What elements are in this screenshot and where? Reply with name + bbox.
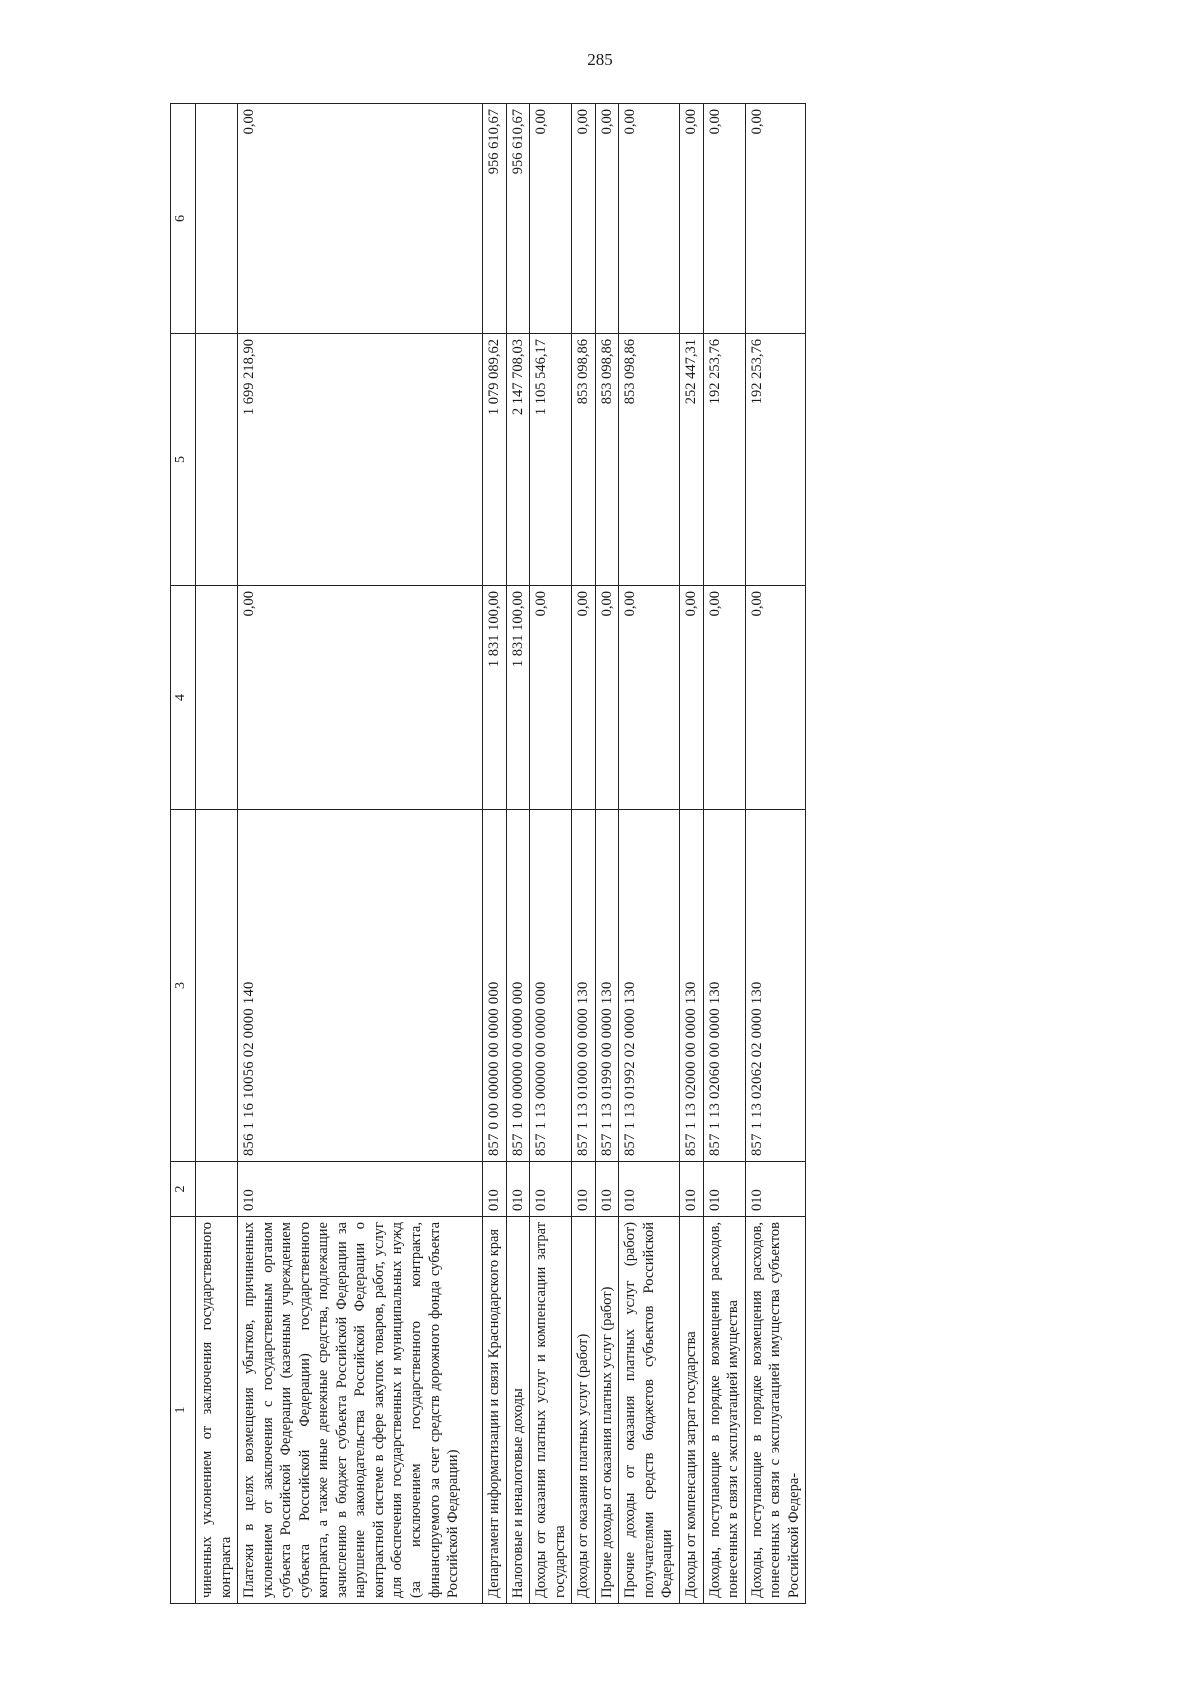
- row-name: Прочие доходы от оказания платных услуг (работ): [595, 1217, 619, 1604]
- row-value-6: 0,00: [572, 104, 596, 334]
- row-kbk: 857 1 13 02062 02 0000 130: [745, 810, 806, 1162]
- table-row: [745, 104, 806, 1604]
- column-header: 5: [171, 334, 196, 586]
- row-value-6: 0,00: [595, 104, 619, 334]
- row-kbk: 857 0 00 00000 00 0000 000: [483, 810, 507, 1162]
- row-value-5: 192 253,76: [703, 334, 745, 586]
- row-code: 010: [483, 1162, 507, 1217]
- row-value-6: 0,00: [238, 104, 483, 334]
- page-number: 285: [587, 50, 613, 69]
- column-header: 4: [171, 586, 196, 810]
- table-row: [506, 104, 530, 1604]
- column-header: 1: [171, 1217, 196, 1604]
- table-row: [530, 104, 572, 1604]
- table-row: [238, 104, 483, 1604]
- row-name: чиненных уклонением от заключения государственного контракта: [196, 1217, 238, 1604]
- row-value-4: 0,00: [619, 586, 680, 810]
- row-value-6: [196, 104, 238, 334]
- row-value-5: [196, 334, 238, 586]
- row-code: 010: [530, 1162, 572, 1217]
- row-value-6: 0,00: [680, 104, 704, 334]
- column-header: 6: [171, 104, 196, 334]
- table-row: [703, 104, 745, 1604]
- row-name: Прочие доходы от оказания платных услуг (работ) получателями средств бюджетов субъектов Российской Федерации: [619, 1217, 680, 1604]
- row-code: 010: [572, 1162, 596, 1217]
- row-kbk: 856 1 16 10056 02 0000 140: [238, 810, 483, 1162]
- row-value-4: 0,00: [680, 586, 704, 810]
- row-value-6: 956 610,67: [483, 104, 507, 334]
- row-name: Доходы от компенсации затрат государства: [680, 1217, 704, 1604]
- row-code: 010: [595, 1162, 619, 1217]
- row-kbk: 857 1 13 01992 02 0000 130: [619, 810, 680, 1162]
- row-kbk: 857 1 13 01000 00 0000 130: [572, 810, 596, 1162]
- row-name: Налоговые и неналоговые доходы: [506, 1217, 530, 1604]
- row-value-4: 0,00: [745, 586, 806, 810]
- revenue-table: [170, 103, 806, 1604]
- row-kbk: 857 1 13 00000 00 0000 000: [530, 810, 572, 1162]
- row-value-5: 853 098,86: [619, 334, 680, 586]
- row-value-6: 0,00: [745, 104, 806, 334]
- row-name: Платежи в целях возмещения убытков, причиненных уклонением от заключения с государственным органом субъекта Российской Федерации (казенным учреждением субъекта Российской Федерации) государственного контракта, а также иные денежные средства, подлежащие зачислению в бюджет субъекта Российской Федерации за нарушение законодательства Российской Федерации о контрактной системе в сфере закупок товаров, работ, услуг для обеспечения государственных и муниципальных нужд (за исключением государственного контракта, финансируемого за счет средств дорожного фонда субъекта Российской Федерации): [238, 1217, 483, 1604]
- row-value-4: [196, 586, 238, 810]
- row-code: 010: [506, 1162, 530, 1217]
- row-kbk: 857 1 13 02060 00 0000 130: [703, 810, 745, 1162]
- row-value-5: 853 098,86: [595, 334, 619, 586]
- row-name: Доходы, поступающие в порядке возмещения расходов, понесенных в связи с эксплуатацией имущества: [703, 1217, 745, 1604]
- row-value-6: 0,00: [703, 104, 745, 334]
- row-value-5: 2 147 708,03: [506, 334, 530, 586]
- row-value-4: 0,00: [595, 586, 619, 810]
- row-code: 010: [619, 1162, 680, 1217]
- table-row: [595, 104, 619, 1604]
- table-row: [196, 104, 238, 1604]
- row-value-4: 1 831 100,00: [483, 586, 507, 810]
- rotated-table-frame: [170, 104, 1047, 1604]
- row-value-6: 0,00: [619, 104, 680, 334]
- row-code: 010: [238, 1162, 483, 1217]
- row-kbk: 857 1 00 00000 00 0000 000: [506, 810, 530, 1162]
- row-value-5: 192 253,76: [745, 334, 806, 586]
- column-header: 3: [171, 810, 196, 1162]
- row-value-5: 1 079 089,62: [483, 334, 507, 586]
- row-value-4: 0,00: [703, 586, 745, 810]
- row-value-4: 0,00: [572, 586, 596, 810]
- row-value-6: 0,00: [530, 104, 572, 334]
- row-value-4: 0,00: [238, 586, 483, 810]
- row-name: Доходы от оказания платных услуг (работ): [572, 1217, 596, 1604]
- row-name: Доходы, поступающие в порядке возмещения расходов, понесенных в связи с эксплуатацией имущества субъектов Российской Федера-: [745, 1217, 806, 1604]
- table-row: [572, 104, 596, 1604]
- row-code: 010: [703, 1162, 745, 1217]
- row-value-4: 0,00: [530, 586, 572, 810]
- row-code: 010: [680, 1162, 704, 1217]
- row-value-5: 252 447,31: [680, 334, 704, 586]
- row-kbk: 857 1 13 01990 00 0000 130: [595, 810, 619, 1162]
- row-kbk: [196, 810, 238, 1162]
- row-value-6: 956 610,67: [506, 104, 530, 334]
- row-value-5: 853 098,86: [572, 334, 596, 586]
- table-row: [680, 104, 704, 1604]
- table-row: [483, 104, 507, 1604]
- row-value-5: 1 699 218,90: [238, 334, 483, 586]
- row-value-4: 1 831 100,00: [506, 586, 530, 810]
- row-code: [196, 1162, 238, 1217]
- row-kbk: 857 1 13 02000 00 0000 130: [680, 810, 704, 1162]
- column-header: 2: [171, 1162, 196, 1217]
- row-code: 010: [745, 1162, 806, 1217]
- table-header-row: [171, 104, 196, 1604]
- row-value-5: 1 105 546,17: [530, 334, 572, 586]
- row-name: Доходы от оказания платных услуг и компенсации затрат государства: [530, 1217, 572, 1604]
- row-name: Департамент информатизации и связи Краснодарского края: [483, 1217, 507, 1604]
- table-row: [619, 104, 680, 1604]
